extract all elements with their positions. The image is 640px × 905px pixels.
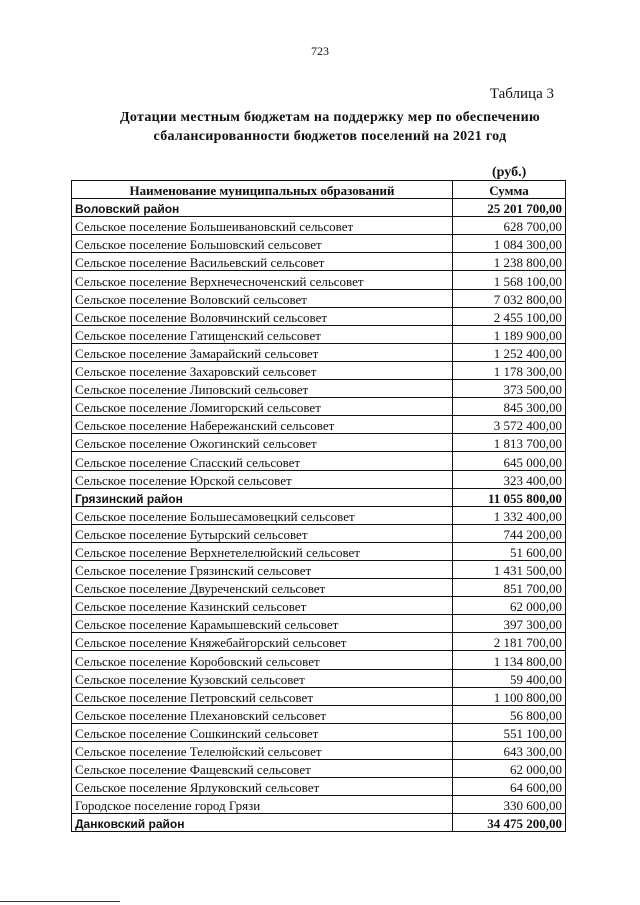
row-name: Сельское поселение Коробовский сельсовет [72,651,453,669]
row-amount: 34 475 200,00 [453,814,566,832]
table-row [72,434,566,452]
table-row [72,615,566,633]
table-label: Таблица 3 [489,86,554,102]
unit-label: (руб.) [492,165,527,180]
row-name: Сельское поселение Фащевский сельсовет [72,760,453,778]
row-name: Сельское поселение Набережанский сельсовет [72,416,453,434]
table-row [72,651,566,669]
row-amount: 1 252 400,00 [453,343,566,361]
row-name: Сельское поселение Большесамовецкий сельсовет [72,506,453,524]
district-row [72,814,566,832]
row-name: Сельское поселение Петровский сельсовет [72,687,453,705]
row-amount: 51 600,00 [453,542,566,560]
row-name: Сельское поселение Сошкинский сельсовет [72,723,453,741]
row-amount: 1 134 800,00 [453,651,566,669]
row-name: Сельское поселение Большеивановский сельсовет [72,217,453,235]
row-name: Сельское поселение Ломигорский сельсовет [72,398,453,416]
row-name: Сельское поселение Казинский сельсовет [72,597,453,615]
row-name: Сельское поселение Карамышевский сельсовет [72,615,453,633]
table-row [72,307,566,325]
table-row [72,687,566,705]
row-amount: 845 300,00 [453,398,566,416]
table-body [72,199,566,832]
row-amount: 1 178 300,00 [453,361,566,379]
table-row [72,416,566,434]
table-row [72,579,566,597]
row-amount: 397 300,00 [453,615,566,633]
table-row [72,343,566,361]
row-amount: 551 100,00 [453,723,566,741]
row-amount: 2 181 700,00 [453,633,566,651]
subsidies-table [71,180,566,832]
table-row [72,542,566,560]
row-amount: 2 455 100,00 [453,307,566,325]
row-name: Сельское поселение Княжебайгорский сельсовет [72,633,453,651]
table-row [72,452,566,470]
row-amount: 1 332 400,00 [453,506,566,524]
header-name: Наименование муниципальных образований [72,181,453,199]
row-amount: 1 100 800,00 [453,687,566,705]
row-name: Сельское поселение Грязинский сельсовет [72,560,453,578]
table-row [72,289,566,307]
row-name: Сельское поселение Телелюйский сельсовет [72,741,453,759]
row-name: Сельское поселение Воловчинский сельсовет [72,307,453,325]
row-amount: 64 600,00 [453,778,566,796]
title-line-2: сбалансированности бюджетов поселений на 2021 год [153,129,507,144]
document-title [60,108,600,146]
table-row [72,470,566,488]
district-row [72,488,566,506]
row-amount: 330 600,00 [453,796,566,814]
table-row [72,380,566,398]
row-amount: 7 032 800,00 [453,289,566,307]
row-amount: 59 400,00 [453,669,566,687]
row-name: Сельское поселение Плехановский сельсовет [72,705,453,723]
table-row [72,705,566,723]
row-name: Сельское поселение Липовский сельсовет [72,380,453,398]
table-row [72,723,566,741]
row-amount: 1 084 300,00 [453,235,566,253]
title-line-1: Дотации местным бюджетам на поддержку мер по обеспечению [119,110,541,125]
header-amount: Сумма [453,181,566,199]
row-amount: 62 000,00 [453,597,566,615]
row-amount: 373 500,00 [453,380,566,398]
row-amount: 3 572 400,00 [453,416,566,434]
row-name: Сельское поселение Бутырский сельсовет [72,524,453,542]
row-amount: 11 055 800,00 [453,488,566,506]
table-row [72,560,566,578]
table-row [72,253,566,271]
row-name: Сельское поселение Гатищенский сельсовет [72,325,453,343]
row-amount: 851 700,00 [453,579,566,597]
page-number: 723 [311,44,329,58]
table-row [72,760,566,778]
row-name: Сельское поселение Ярлуковский сельсовет [72,778,453,796]
table-row [72,597,566,615]
row-amount: 643 300,00 [453,741,566,759]
row-name: Сельское поселение Спасский сельсовет [72,452,453,470]
table-row [72,524,566,542]
row-name: Сельское поселение Юрской сельсовет [72,470,453,488]
table-row [72,741,566,759]
row-name: Сельское поселение Ожогинский сельсовет [72,434,453,452]
row-amount: 645 000,00 [453,452,566,470]
table-row [72,325,566,343]
row-amount: 56 800,00 [453,705,566,723]
row-amount: 744 200,00 [453,524,566,542]
row-name: Сельское поселение Захаровский сельсовет [72,361,453,379]
footer-rule [0,901,120,902]
row-amount: 1 431 500,00 [453,560,566,578]
row-amount: 1 238 800,00 [453,253,566,271]
row-name: Сельское поселение Кузовский сельсовет [72,669,453,687]
row-amount: 1 813 700,00 [453,434,566,452]
table-row [72,796,566,814]
row-name: Сельское поселение Замарайский сельсовет [72,343,453,361]
row-name: Сельское поселение Двуреченский сельсовет [72,579,453,597]
table-row [72,778,566,796]
row-name: Данковский район [72,814,453,832]
row-amount: 62 000,00 [453,760,566,778]
row-name: Сельское поселение Воловский сельсовет [72,289,453,307]
table-row [72,506,566,524]
table-row [72,235,566,253]
row-amount: 628 700,00 [453,217,566,235]
row-name: Сельское поселение Верхнечесноченский сельсовет [72,271,453,289]
row-amount: 1 568 100,00 [453,271,566,289]
table-row [72,361,566,379]
table-header-row [72,181,566,199]
table-row [72,217,566,235]
row-name: Сельское поселение Верхнетелелюйский сельсовет [72,542,453,560]
row-amount: 1 189 900,00 [453,325,566,343]
table-row [72,633,566,651]
row-name: Грязинский район [72,488,453,506]
row-amount: 25 201 700,00 [453,199,566,217]
district-row [72,199,566,217]
table-row [72,669,566,687]
row-amount: 323 400,00 [453,470,566,488]
row-name: Городское поселение город Грязи [72,796,453,814]
table-row [72,398,566,416]
row-name: Воловский район [72,199,453,217]
table-row [72,271,566,289]
row-name: Сельское поселение Васильевский сельсовет [72,253,453,271]
row-name: Сельское поселение Большовский сельсовет [72,235,453,253]
